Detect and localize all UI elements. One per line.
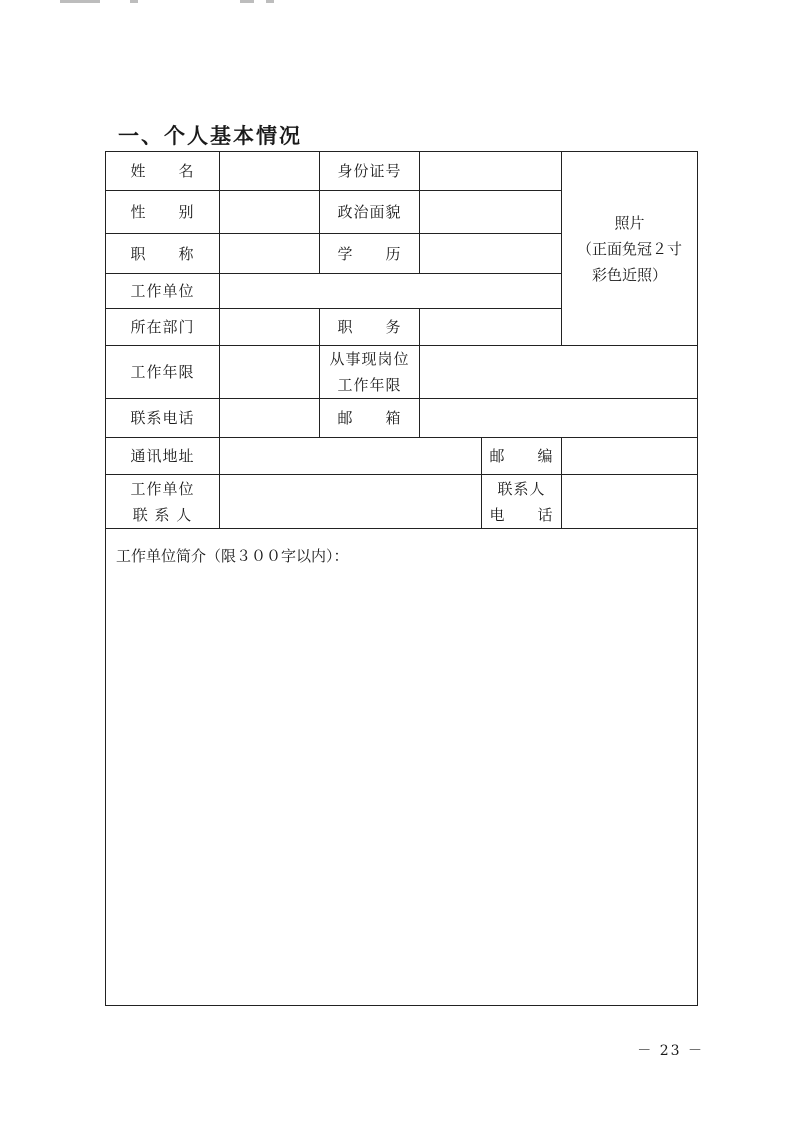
political-status-field[interactable] [420,191,562,234]
phone-field[interactable] [220,399,320,438]
label-unit-contact-line2: 联 系 人 [132,505,193,524]
label-postcode: 邮 编 [482,438,562,475]
education-field[interactable] [420,234,562,274]
gender-field[interactable] [220,191,320,234]
label-work-years: 工作年限 [106,346,220,399]
label-department: 所在部门 [106,309,220,346]
label-current-post-years-line2: 工作年限 [337,376,402,394]
label-gender: 性 别 [106,191,220,234]
label-address: 通讯地址 [106,438,220,475]
photo-box[interactable] [562,152,698,346]
section-title: 一、个人基本情况 [118,124,302,148]
unit-contact-field[interactable] [220,475,482,529]
label-phone: 联系电话 [106,399,220,438]
photo-label: 照片 [614,213,645,232]
label-current-post-years [320,346,420,399]
label-current-post-years-line1: 从事现岗位 [329,350,410,368]
email-field[interactable] [420,399,698,438]
label-id-number: 身份证号 [320,152,420,191]
position-field[interactable] [420,309,562,346]
label-political-status: 政治面貌 [320,191,420,234]
label-contact-phone [482,475,562,529]
label-education: 学 历 [320,234,420,274]
work-years-field[interactable] [220,346,320,399]
department-field[interactable] [220,309,320,346]
name-field[interactable] [220,152,320,191]
unit-intro-label: 工作单位简介（限３００字以内）： [116,547,349,565]
id-number-field[interactable] [420,152,562,191]
personal-info-form [105,151,698,1006]
label-name: 姓 名 [106,152,220,191]
label-contact-phone-line1: 联系人 [497,479,546,498]
postcode-field[interactable] [562,438,698,475]
page-number: － 23 － [637,1043,704,1059]
label-unit-contact [106,475,220,529]
label-unit-contact-line1: 工作单位 [130,479,195,498]
address-field[interactable] [220,438,482,475]
label-contact-phone-line2: 电 话 [489,505,554,524]
label-title: 职 称 [106,234,220,274]
title-field[interactable] [220,234,320,274]
label-position: 职 务 [320,309,420,346]
photo-spec-2: 彩色近照） [591,265,667,284]
label-work-unit: 工作单位 [106,274,220,309]
unit-intro-box[interactable] [106,529,698,1006]
top-scan-marks [60,0,300,6]
contact-phone-field[interactable] [562,475,698,529]
current-post-years-field[interactable] [420,346,698,399]
photo-spec: （正面免冠２寸 [576,239,682,258]
label-email: 邮 箱 [320,399,420,438]
work-unit-field[interactable] [220,274,562,309]
